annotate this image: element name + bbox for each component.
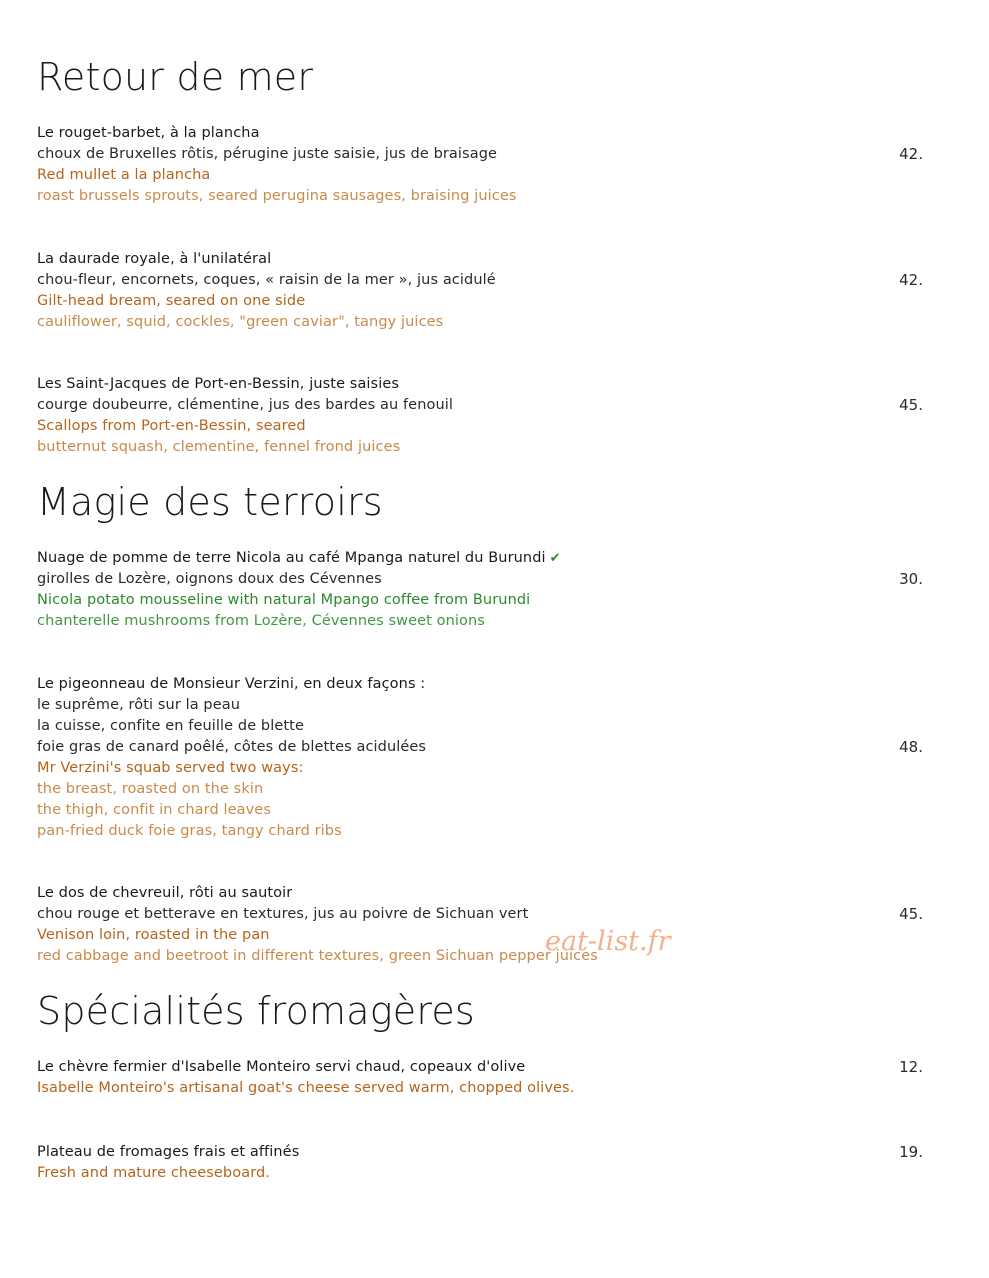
dish-name-fr: La daurade royale, à l'unilatéral [37, 251, 272, 267]
dish-name-fr: Le pigeonneau de Monsieur Verzini, en deux façons : [37, 676, 426, 692]
dish-description-fr: courge doubeurre, clémentine, jus des bardes au fenouil [37, 397, 454, 413]
dish-description-fr: chou-fleur, encornets, coques, « raisin de la mer », jus acidulé [37, 272, 496, 288]
dish-name-fr: Le rouget-barbet, à la plancha [37, 125, 260, 141]
dish-description-en: roast brussels sprouts, seared perugina sausages, braising juices [37, 188, 517, 204]
dish-price: 48. [899, 738, 923, 756]
dish-description-fr: le suprême, rôti sur la peau [37, 697, 241, 713]
dish-name-fr-row [37, 548, 927, 569]
dish-price: 42. [899, 271, 923, 289]
dish-description-fr: la cuisse, confite en feuille de blette [37, 718, 304, 734]
dish-name-fr: Le chèvre fermier d'Isabelle Monteiro servi chaud, copeaux d'olive [37, 1059, 526, 1075]
dish-price: 42. [899, 145, 923, 163]
dish-price: 19. [899, 1143, 923, 1161]
dish-price: 45. [899, 905, 923, 923]
dish-name-en: Red mullet a la plancha [37, 167, 211, 183]
dish-description-en: pan-fried duck foie gras, tangy chard ribs [37, 823, 342, 839]
dish-description-fr: foie gras de canard poêlé, côtes de blettes acidulées [37, 739, 427, 755]
menu-item-chevre-fermier [37, 1057, 927, 1099]
dish-description-fr: girolles de Lozère, oignons doux des Cévennes [37, 571, 382, 587]
section-title-magie-des-terroirs: Magie des terroirs [37, 480, 383, 524]
menu-item-plateau-fromages [37, 1142, 927, 1184]
dish-name-fr: Plateau de fromages frais et affinés [37, 1144, 300, 1160]
menu-item-daurade [37, 249, 927, 333]
dish-price: 45. [899, 396, 923, 414]
dish-name-en: Nicola potato mousseline with natural Mpango coffee from Burundi [37, 592, 531, 608]
dish-description-en: the breast, roasted on the skin [37, 781, 264, 797]
dish-name-en: Isabelle Monteiro's artisanal goat's cheese served warm, chopped olives. [37, 1080, 575, 1096]
dish-price: 30. [899, 570, 923, 588]
dish-name-fr: Le dos de chevreuil, rôti au sautoir [37, 885, 293, 901]
menu-item-saint-jacques [37, 374, 927, 458]
menu-item-nuage-pomme-de-terre [37, 548, 927, 632]
dish-name-en: Scallops from Port-en-Bessin, seared [37, 418, 306, 434]
dish-description-en: butternut squash, clementine, fennel frond juices [37, 439, 401, 455]
dish-name-fr: Les Saint-Jacques de Port-en-Bessin, juste saisies [37, 376, 400, 392]
dish-name-en: Venison loin, roasted in the pan [37, 927, 270, 943]
dish-description-fr: chou rouge et betterave en textures, jus au poivre de Sichuan vert [37, 906, 529, 922]
dish-name-en: Mr Verzini's squab served two ways: [37, 760, 304, 776]
menu-item-rouget [37, 123, 927, 207]
dish-description-en: the thigh, confit in chard leaves [37, 802, 271, 818]
dish-name-en: Fresh and mature cheeseboard. [37, 1165, 271, 1181]
dish-price: 12. [899, 1058, 923, 1076]
watermark: eat-list.fr [545, 926, 671, 957]
leaf-icon: ✔ [549, 551, 561, 566]
dish-name-en: Gilt-head bream, seared on one side [37, 293, 306, 309]
menu-item-chevreuil [37, 883, 927, 967]
menu-item-pigeonneau [37, 674, 927, 842]
dish-description-fr: choux de Bruxelles rôtis, pérugine juste saisie, jus de braisage [37, 146, 498, 162]
section-title-specialites-fromageres: Spécialités fromagères [37, 989, 475, 1033]
dish-description-en: chanterelle mushrooms from Lozère, Cévennes sweet onions [37, 613, 485, 629]
dish-name-fr: Nuage de pomme de terre Nicola au café Mpanga naturel du Burundi [37, 550, 546, 566]
dish-description-en: cauliflower, squid, cockles, "green caviar", tangy juices [37, 314, 444, 330]
section-title-retour-de-mer: Retour de mer [37, 55, 314, 99]
dish-description-en: red cabbage and beetroot in different textures, green Sichuan pepper juices [37, 948, 598, 964]
